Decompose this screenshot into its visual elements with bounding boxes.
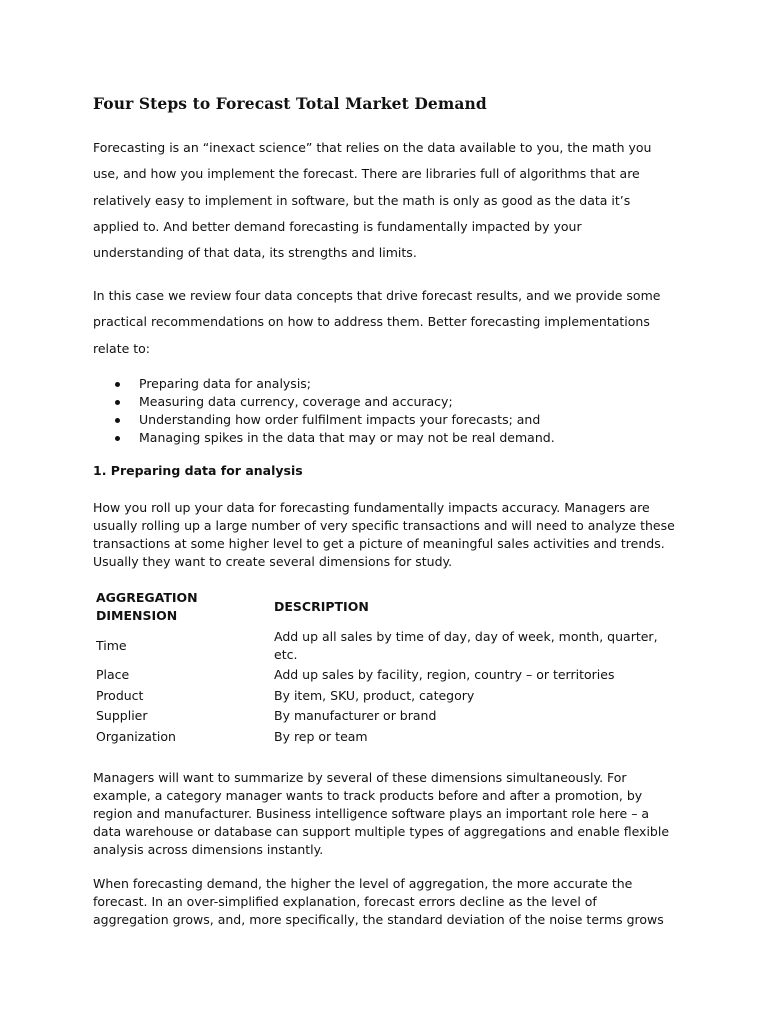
summary-line: analysis across dimensions instantly. [93, 842, 324, 857]
list-item [93, 393, 555, 411]
list-item-text: Measuring data currency, coverage and accuracy; [139, 394, 453, 409]
aggregation-paragraph [93, 875, 664, 929]
description-cell: By manufacturer or brand [274, 708, 437, 723]
section1-line: transactions at some higher level to get a picture of meaningful sales activities and trends. [93, 536, 665, 551]
review-line: In this case we review four data concepts that drive forecast results, and we provide some [93, 288, 661, 303]
column-header-line: AGGREGATION [96, 590, 198, 605]
aggregation-line: aggregation grows, and, more specifically, the standard deviation of the noise terms grows [93, 912, 664, 927]
review-paragraph [93, 283, 660, 362]
summary-line: Managers will want to summarize by several of these dimensions simultaneously. For [93, 770, 627, 785]
table-row [93, 705, 683, 726]
bullet-icon [115, 436, 120, 441]
review-line: relate to: [93, 340, 151, 356]
dimension-cell: Supplier [96, 708, 148, 723]
dimension-cell: Product [96, 687, 144, 703]
section1-line: usually rolling up a large number of very specific transactions and will need to analyze these [93, 518, 675, 533]
description-line: Add up all sales by time of day, day of week, month, quarter, [274, 629, 658, 644]
column-header-dimension [93, 588, 271, 626]
table-row [93, 626, 683, 664]
intro-line: use, and how you implement the forecast. There are libraries full of algorithms that are [93, 166, 640, 182]
bullet-icon [115, 400, 120, 405]
list-item-text: Preparing data for analysis; [139, 376, 312, 391]
description-cell: Add up sales by facility, region, country – or territories [274, 667, 615, 682]
column-header-line: DIMENSION [96, 608, 178, 623]
aggregation-line: forecast. In an over-simplified explanation, forecast errors decline as the level of [93, 894, 597, 909]
table-row [93, 664, 683, 685]
list-item [93, 411, 555, 429]
bullet-icon [115, 382, 120, 387]
description-cell: By rep or team [274, 728, 368, 744]
review-line: practical recommendations on how to address them. Better forecasting implementations [93, 314, 650, 330]
section-heading: 1. Preparing data for analysis [93, 463, 303, 478]
table-row [93, 726, 683, 747]
list-item [93, 429, 555, 447]
description-cell: By item, SKU, product, category [274, 687, 475, 703]
summary-line: example, a category manager wants to track products before and after a promotion, by [93, 788, 643, 803]
summary-line: data warehouse or database can support multiple types of aggregations and enable flexible [93, 824, 670, 839]
section1-line: Usually they want to create several dimensions for study. [93, 554, 453, 569]
description-cell [271, 626, 683, 664]
intro-line: Forecasting is an “inexact science” that relies on the data available to you, the math you [93, 140, 652, 155]
dimension-cell: Place [96, 667, 130, 682]
aggregation-table [93, 588, 683, 746]
dimension-cell: Organization [96, 728, 176, 744]
section1-paragraph [93, 499, 675, 571]
intro-line: understanding of that data, its strengths and limits. [93, 245, 417, 261]
table-row [93, 685, 683, 706]
intro-paragraph [93, 135, 651, 266]
column-header-description: DESCRIPTION [274, 599, 369, 614]
list-item-text: Understanding how order fulfilment impacts your forecasts; and [139, 412, 541, 427]
aggregation-line: When forecasting demand, the higher the level of aggregation, the more accurate the [93, 876, 633, 891]
bullet-list [93, 375, 555, 447]
dimension-cell: Time [96, 638, 127, 653]
intro-line: applied to. And better demand forecasting is fundamentally impacted by your [93, 218, 582, 234]
intro-line: relatively easy to implement in software, but the math is only as good as the data it’s [93, 192, 631, 208]
bullet-icon [115, 418, 120, 423]
document-title: Four Steps to Forecast Total Market Demand [93, 94, 487, 113]
list-item-text: Managing spikes in the data that may or may not be real demand. [139, 430, 555, 445]
description-line: etc. [274, 646, 298, 662]
list-item [93, 375, 555, 393]
section1-line: How you roll up your data for forecasting fundamentally impacts accuracy. Managers are [93, 500, 650, 515]
table-header-row [93, 588, 683, 626]
summary-line: region and manufacturer. Business intelligence software plays an important role here – a [93, 806, 650, 821]
summary-paragraph [93, 769, 669, 859]
